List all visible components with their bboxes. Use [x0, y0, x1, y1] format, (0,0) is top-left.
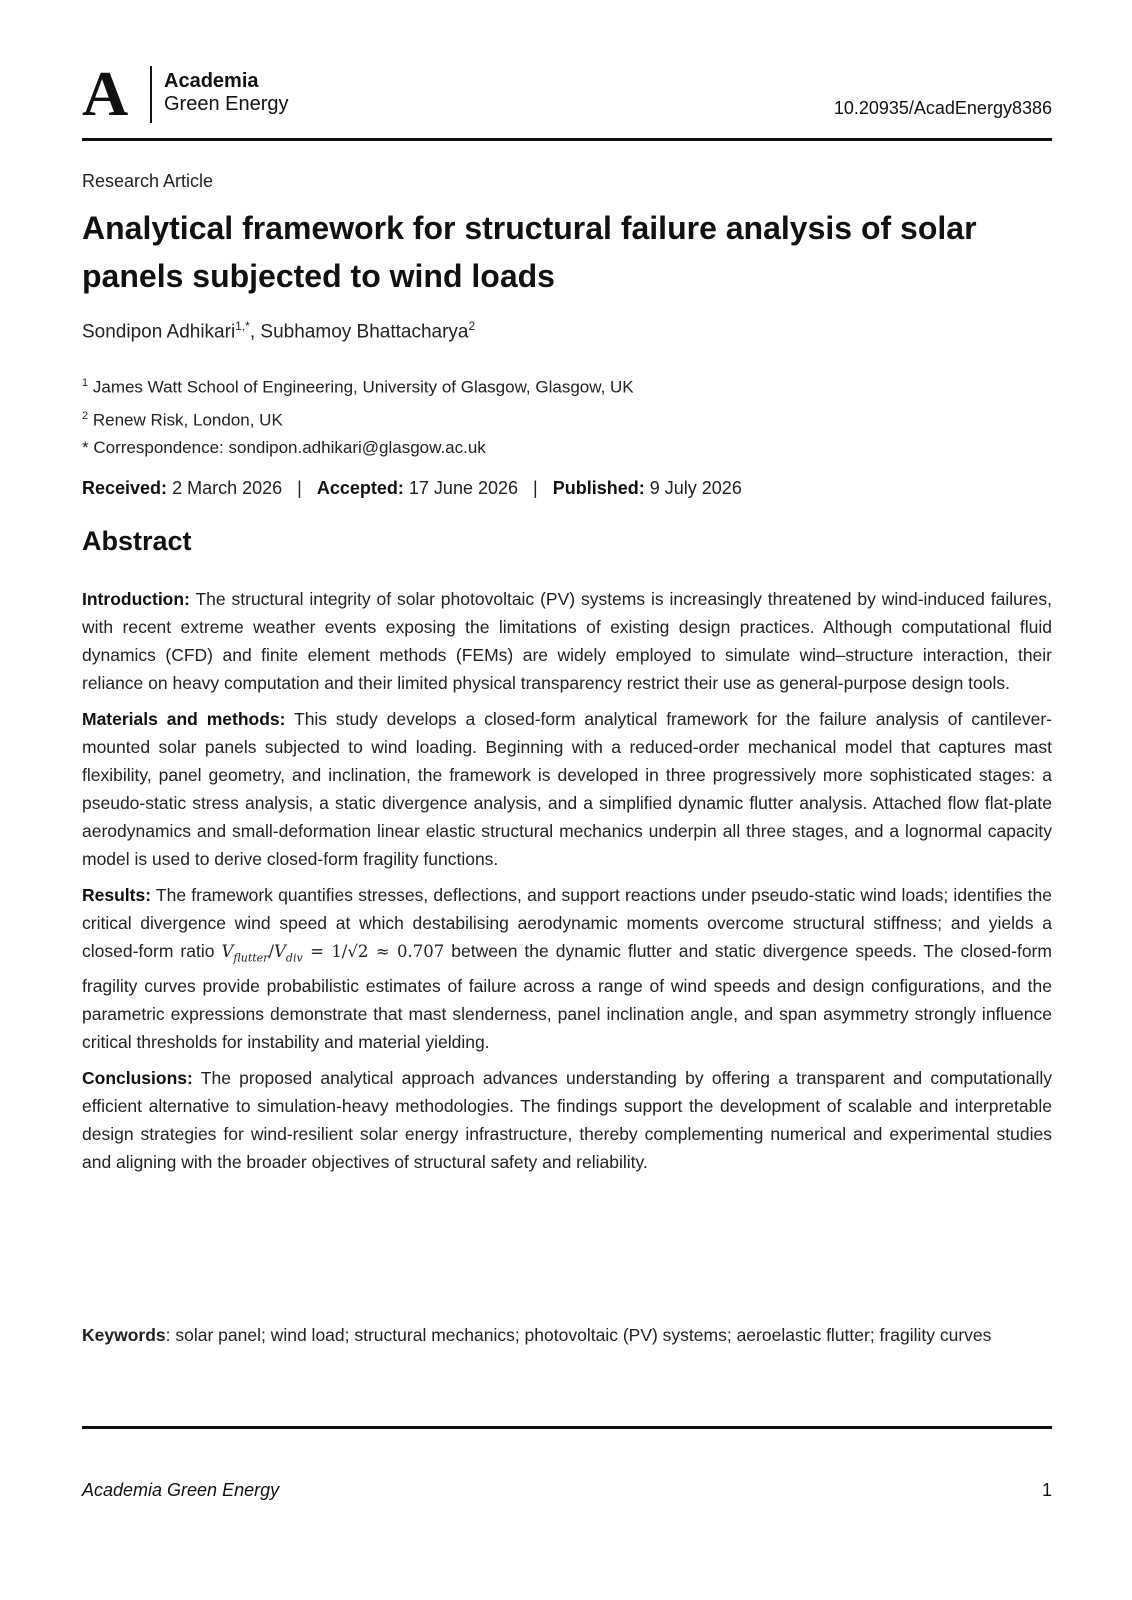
abstract-heading: Abstract [82, 526, 192, 556]
keywords-label: Keywords [82, 1325, 166, 1345]
methods-text: This study develops a closed-form analytical framework for the failure analysis of cantilever-mounted solar panels subjected to wind loading. Beginning with a reduced-order mechanical model that captures mast flexibility, panel geometry, and inclination, the framework is developed in three progressively more sophisticated stages: a pseudo-static stress analysis, a static divergence analysis, and a simplified dynamic flutter analysis. Attached flow flat-plate aerodynamics and small-deformation linear elastic structural mechanics underpin all three stages, and a lognormal capacity model is used to derive closed-form fragility functions. [82, 709, 1052, 869]
formula-v-flutter: V [221, 942, 234, 961]
doi[interactable]: 10.20935/AcadEnergy8386 [833, 98, 1052, 118]
article-type: Research Article [82, 171, 214, 191]
formula-value: 0.707 [397, 942, 445, 961]
journal-logo [82, 58, 289, 129]
logo-letter: A [82, 58, 127, 129]
affiliation-item [82, 402, 634, 435]
formula-slash: / [268, 942, 274, 961]
abstract-results [82, 881, 1052, 1056]
conclusions-label: Conclusions: [82, 1068, 193, 1089]
abstract-body [82, 585, 1052, 1184]
affiliation-text: James Watt School of Engineering, University of Glasgow, Glasgow, UK [92, 377, 634, 397]
abstract-methods [82, 705, 1052, 873]
introduction-text: The structural integrity of solar photovoltaic (PV) systems is increasingly threatened by wind-induced failures, with recent extreme weather events exposing the limitations of existing design practices. Although computational fluid dynamics (CFD) and finite element methods (FEMs) are widely employed to simulate wind–structure interaction, their reliance on heavy computation and their limited physical transparency restrict their use as general-purpose design tools. [82, 589, 1052, 693]
introduction-label: Introduction: [82, 589, 190, 609]
results-label: Results: [82, 885, 152, 905]
accepted-label: Accepted: [316, 478, 404, 498]
correspondence-text[interactable]: Correspondence: sondipon.adhikari@glasgow.ac.uk [93, 438, 486, 458]
journal-name-line1: Academia [164, 70, 259, 92]
header [82, 58, 1052, 129]
affiliation-item [82, 434, 634, 462]
accepted-date: 17 June 2026 [408, 478, 519, 498]
abstract-conclusions [82, 1064, 1052, 1176]
formula-one-over: 1/ [331, 942, 348, 961]
footer-journal-name: Academia Green Energy [82, 1480, 280, 1500]
footer-rule [82, 1426, 1052, 1429]
flutter-ratio-formula [221, 942, 445, 965]
affiliation-item [82, 369, 634, 402]
affiliation-text: Renew Risk, London, UK [92, 410, 283, 430]
formula-sub-flutter: flutter [233, 951, 269, 965]
paper-page [82, 0, 1052, 1600]
logo-text [164, 66, 289, 116]
paper-title: Analytical framework for structural failure analysis of solar panels subjected to wind loads [82, 210, 977, 294]
formula-v-div: V [274, 942, 286, 961]
results-text-after: between the dynamic flutter and static divergence speeds. The closed-form fragility curves provide probabilistic estimates of failure across a range of wind speeds and design configurations, and the parametric expressions demonstrate that mast slenderness, panel inclination angle, and span asymmetry strongly influence critical thresholds for instability and material yielding. [82, 941, 1052, 1053]
formula-approx: ≈ [375, 942, 390, 961]
affiliations [82, 369, 634, 462]
author-name: Sondipon Adhikari [82, 321, 236, 343]
affiliation-mark: 1 [82, 377, 89, 389]
header-rule [82, 138, 1052, 141]
published-label: Published: [552, 478, 645, 498]
methods-label: Materials and methods: [82, 709, 286, 729]
author-affiliation-mark: 2 [468, 319, 476, 333]
received-date: 2 March 2026 [172, 478, 283, 498]
results-text-before: The framework quantifies stresses, deflections, and support reactions under pseudo-static wind loads; identifies the critical divergence wind speed at which destabilising aerodynamic moments overcome structural stiffness; and yields a closed-form ratio [82, 885, 1053, 961]
logo-divider [150, 66, 152, 123]
author-list: Sondipon Adhikari$^{1,*}$, Subhamoy Bhattacharya$^2$ [82, 319, 476, 343]
affiliation-mark: 2 [82, 409, 89, 422]
journal-name-line2: Green Energy [164, 93, 289, 115]
keywords-text: : solar panel; wind load; structural mechanics; photovoltaic (PV) systems; aeroelastic flutter; fragility curves [165, 1325, 992, 1345]
formula-equals: = [310, 942, 324, 961]
keywords [82, 1321, 1052, 1349]
date-separator: | [533, 478, 538, 498]
conclusions-text: The proposed analytical approach advances understanding by offering a transparent and computationally efficient alternative to simulation-heavy methodologies. The findings support the development of scalable and interpretable design strategies for wind-resilient solar energy infrastructure, thereby complementing numerical and experimental studies and aligning with the broader objectives of structural safety and reliability. [82, 1068, 1052, 1173]
author-affiliation-mark: 1,* [235, 319, 250, 333]
received-label: Received: [82, 478, 168, 498]
publication-dates [82, 478, 742, 499]
published-date: 9 July 2026 [649, 478, 742, 498]
page-number: 1 [1041, 1480, 1052, 1500]
abstract-introduction [82, 585, 1052, 697]
correspondence-mark: * [82, 438, 89, 458]
author-name: Subhamoy Bhattacharya [260, 321, 469, 343]
formula-sqrt: √2 [347, 942, 369, 961]
formula-sub-div: div [285, 951, 303, 965]
date-separator: | [297, 478, 302, 498]
